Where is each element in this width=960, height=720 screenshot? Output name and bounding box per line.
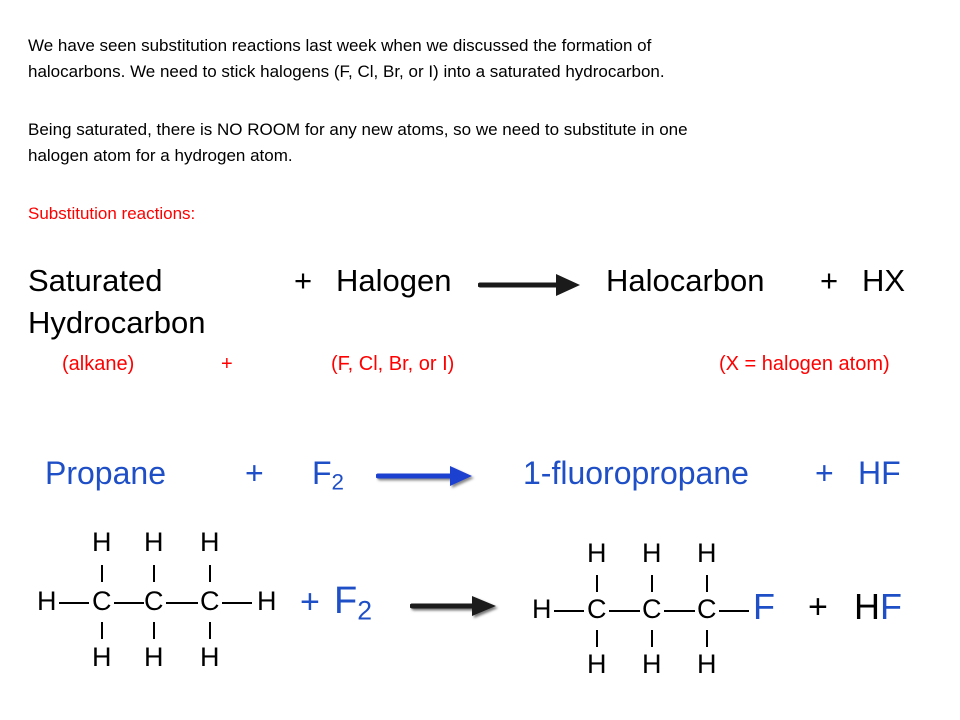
atom-h: H xyxy=(257,586,277,616)
reactant1-line1: Saturated xyxy=(28,263,163,298)
bond xyxy=(114,602,144,604)
bond xyxy=(651,575,653,592)
note-plus: + xyxy=(221,353,233,375)
atom-c: C xyxy=(697,594,717,624)
bond xyxy=(101,622,103,639)
bond xyxy=(596,575,598,592)
intro-line-3: Being saturated, there is NO ROOM for any new atoms, so we need to substitute in one xyxy=(28,120,688,139)
atom-c: C xyxy=(587,594,607,624)
note-halogens: (F, Cl, Br, or I) xyxy=(331,353,455,375)
bond xyxy=(609,610,640,612)
bond xyxy=(706,630,708,647)
structure-plus-1: + xyxy=(300,583,320,621)
specific-plus-2: + xyxy=(815,455,834,491)
bond xyxy=(101,565,103,582)
structure-f2: $F_2$ xyxy=(334,580,373,626)
bond xyxy=(59,602,89,604)
atom-h: H xyxy=(587,649,607,679)
atom-c: C xyxy=(642,594,662,624)
general-plus-2: + xyxy=(820,263,839,298)
atom-c: C xyxy=(200,586,220,616)
structure-arrow-icon xyxy=(410,592,500,622)
bond xyxy=(664,610,695,612)
note-x-halogen: (X = halogen atom) xyxy=(719,353,890,375)
structure-hf: HF xyxy=(854,586,902,627)
note-alkane: (alkane) xyxy=(62,353,135,375)
propane-label: Propane xyxy=(45,455,166,491)
general-arrow-icon xyxy=(478,270,582,300)
intro-line-1: We have seen substitution reactions last week when we discussed the formation of xyxy=(28,36,652,55)
structure-plus-2: + xyxy=(808,588,828,626)
reactant2-halogen: Halogen xyxy=(336,263,452,298)
bond xyxy=(209,565,211,582)
intro-line-2: halocarbons. We need to stick halogens (F, Cl, Br, or I) into a saturated hydrocarbon. xyxy=(28,62,665,81)
bond xyxy=(153,622,155,639)
specific-plus-1: + xyxy=(245,455,264,491)
f2-formula: $F_2$ xyxy=(312,455,344,495)
bond xyxy=(596,630,598,647)
atom-h: H xyxy=(37,586,57,616)
specific-arrow-icon xyxy=(376,462,476,492)
atom-h: H xyxy=(642,649,662,679)
hf-label: HF xyxy=(858,455,901,491)
bond xyxy=(153,565,155,582)
atom-h: H xyxy=(697,649,717,679)
bond xyxy=(554,610,584,612)
atom-h: H xyxy=(144,642,164,672)
general-plus-1: + xyxy=(294,263,313,298)
atom-c: C xyxy=(144,586,164,616)
atom-h: H xyxy=(200,642,220,672)
intro-line-4: halogen atom for a hydrogen atom. xyxy=(28,146,293,165)
atom-h: H xyxy=(92,642,112,672)
bond xyxy=(719,610,749,612)
atom-h: H xyxy=(92,527,112,557)
product2-hx: HX xyxy=(862,263,906,298)
atom-f: F xyxy=(753,586,775,627)
atom-c: C xyxy=(92,586,112,616)
atom-h: H xyxy=(144,527,164,557)
bond xyxy=(651,630,653,647)
atom-h: H xyxy=(642,538,662,568)
fluoropropane-label: 1-fluoropropane xyxy=(523,455,749,491)
atom-h: H xyxy=(200,527,220,557)
substitution-heading: Substitution reactions: xyxy=(28,204,196,223)
bond xyxy=(209,622,211,639)
atom-h: H xyxy=(697,538,717,568)
bond xyxy=(222,602,252,604)
bond xyxy=(706,575,708,592)
product1-halocarbon: Halocarbon xyxy=(606,263,765,298)
reactant1-line2: Hydrocarbon xyxy=(28,305,206,340)
bond xyxy=(166,602,198,604)
atom-h: H xyxy=(532,594,552,624)
atom-h: H xyxy=(587,538,607,568)
